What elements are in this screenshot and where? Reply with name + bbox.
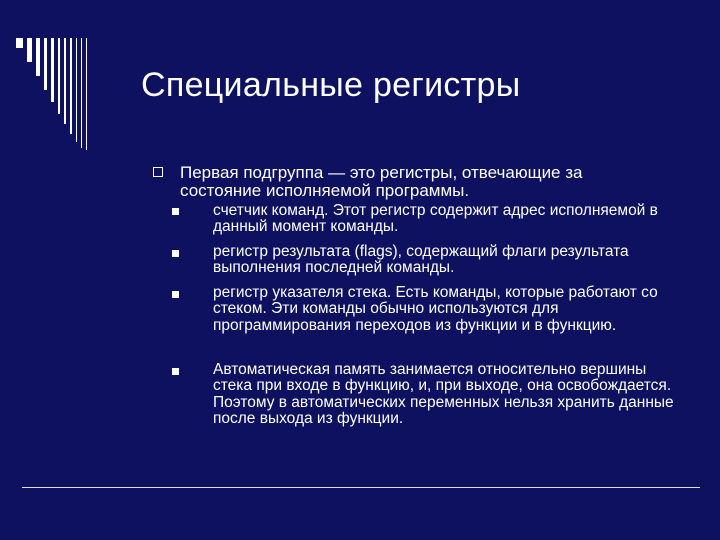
footer-divider	[22, 487, 700, 488]
main-point: Первая подгруппа — это регистры, отвечающие за состояние исполняемой программы.	[180, 163, 583, 200]
subpoint-2: регистр результата (flags), содержащий флаги результата выполнения последней команды.	[213, 243, 629, 277]
slide-title: Специальные регистры	[141, 66, 521, 104]
subpoint-1: счетчик команд. Этот регистр содержит адрес исполняемой в данный момент команды.	[213, 202, 658, 236]
filled-square-icon	[172, 250, 179, 257]
filled-square-icon	[172, 368, 179, 375]
subpoint-4: Автоматическая память занимается относительно вершины стека при входе в функцию, и, при выходе, она освобождается. Поэтому в автоматических переменных нельзя хранить данные после выхода из функции.	[213, 361, 674, 428]
hollow-square-icon	[153, 167, 163, 177]
filled-square-icon	[172, 291, 179, 298]
filled-square-icon	[172, 208, 179, 215]
subpoint-3: регистр указателя стека. Есть команды, которые работают со стеком. Эти команды обычно используются для программирования переходов из функции и в функцию.	[213, 284, 658, 334]
